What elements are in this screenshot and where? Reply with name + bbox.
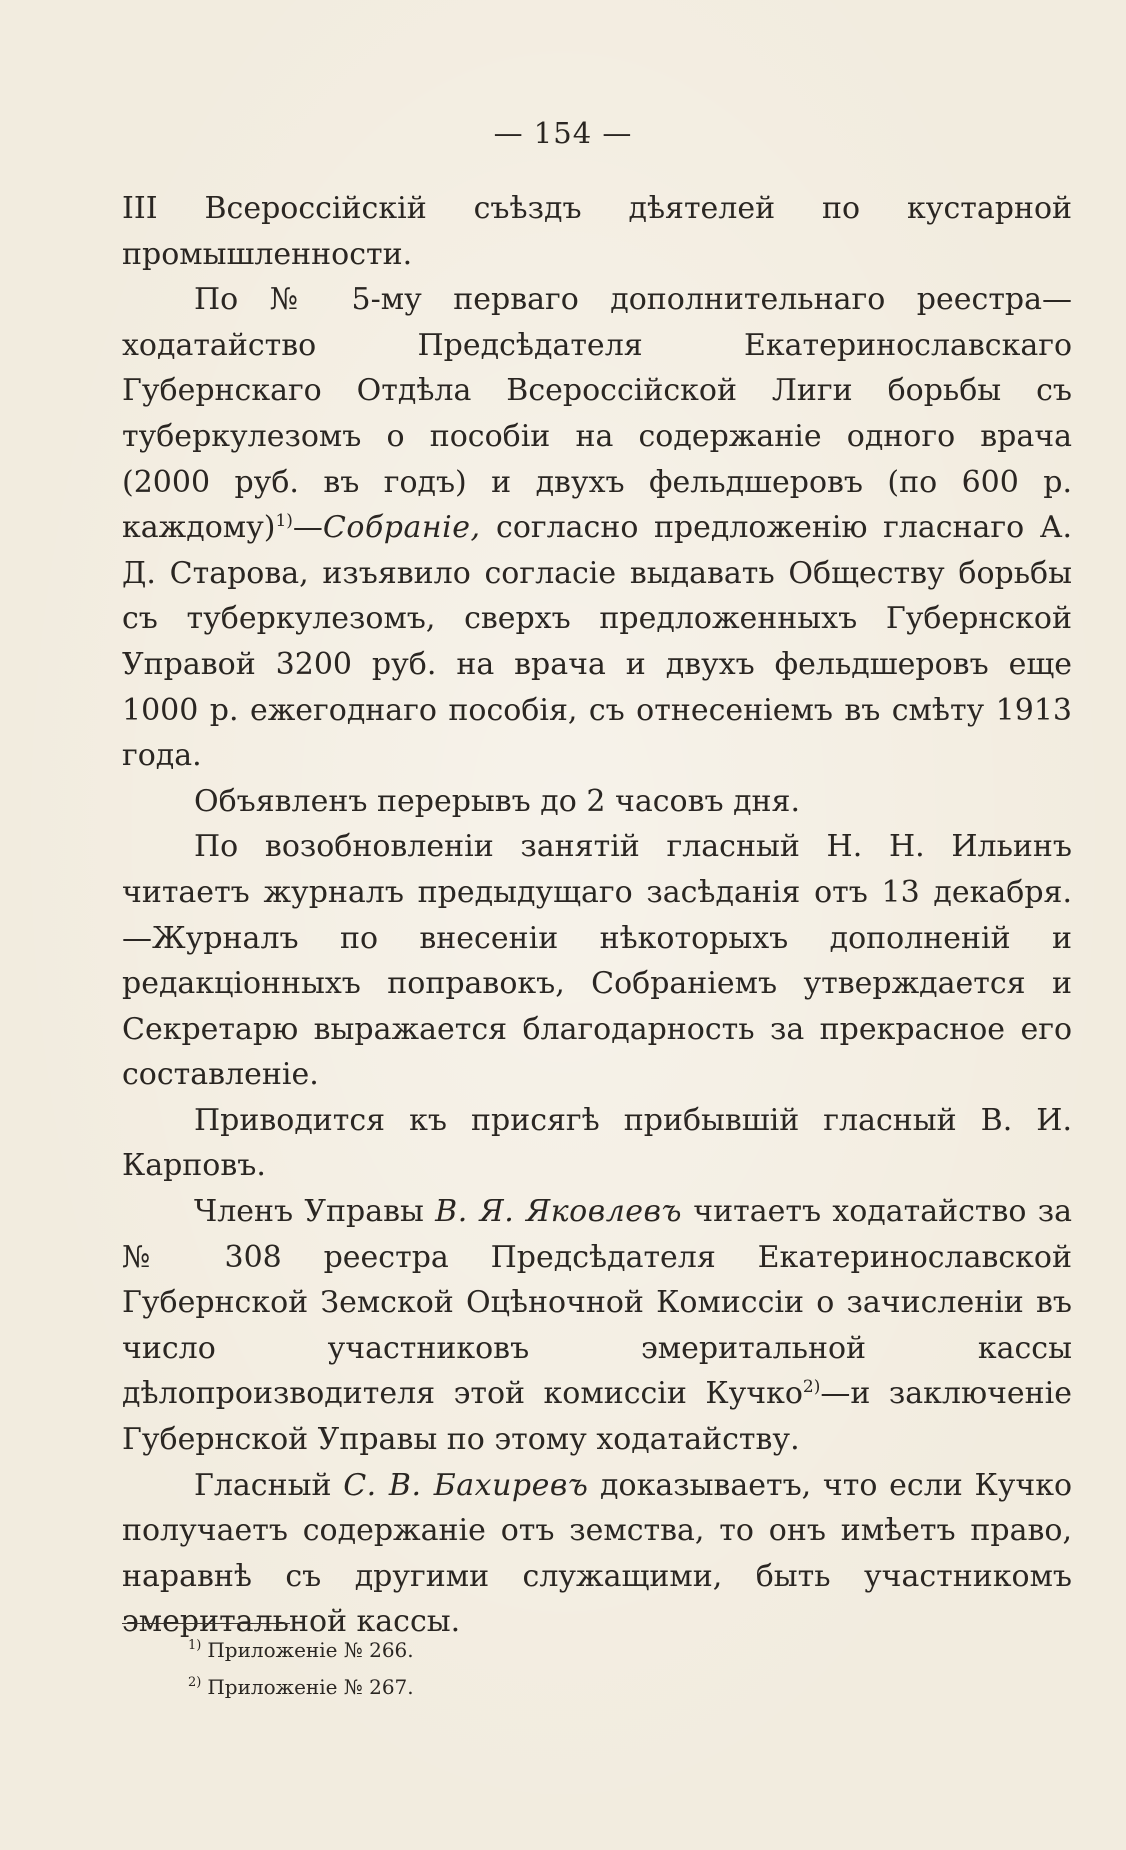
- paragraph-oath: Приводится къ присягѣ прибывшій гласный В. И. Карповъ.: [122, 1102, 1072, 1184]
- footnotes: [188, 1632, 414, 1706]
- paragraph-bakhirev: [122, 1463, 1072, 1645]
- footnote-ref: 1): [275, 511, 293, 532]
- paragraph-text: —и заключеніе Губернской Управы по этому ходатайству.: [122, 1376, 1072, 1458]
- paragraph-congress: III Всероссійскій съѣздъ дѣятелей по кустарной промышленности.: [122, 191, 1072, 272]
- paragraph-text: согласно предложенію гласнаго А. Д. Старова, изъявило согласіе выдавать Обществу борьбы съ туберкулезомъ, сверхъ предложенныхъ Губернской Управой 3200 руб. на врача и двухъ фельдшеровъ еще 1000 р. ежегоднаго пособія, съ отнесеніемъ въ смѣту 1913 года.: [122, 510, 1072, 774]
- footnote-mark: 2): [188, 1675, 202, 1691]
- paragraph-minutes: По возобновленіи занятій гласный Н. Н. Ильинъ читаетъ журналъ предыдущаго засѣданія отъ 13 декабря.—Журналъ по внесеніи нѣкоторыхъ дополненій и редакціонныхъ поправокъ, Собраніемъ утверждается и Секретарю выражается благодарность за прекрасное его составленіе.: [122, 829, 1072, 1093]
- paragraph-text: Гласный: [194, 1467, 344, 1503]
- italic-name-yakovlev: В. Я. Яковлевъ: [435, 1194, 683, 1230]
- body-text: [122, 186, 1072, 1645]
- footnote-mark: 1): [188, 1638, 202, 1654]
- paragraph-petition: [122, 1189, 1072, 1463]
- paragraph-text: доказываетъ, что если Кучко получаетъ содержаніе отъ земства, то онъ имѣетъ право, наравнѣ съ другими служащими, быть участникомъ эмеритальной кассы.: [122, 1467, 1073, 1640]
- dash: —: [292, 510, 323, 546]
- footnote-divider: [122, 1623, 290, 1624]
- footnote-ref: 2): [802, 1377, 821, 1398]
- paragraph-text: Членъ Управы: [194, 1194, 436, 1230]
- paragraph-tuberculosis-league: [122, 277, 1072, 779]
- footnote-1: [188, 1632, 414, 1669]
- page-number: — 154 —: [493, 116, 633, 150]
- footnote-2: [188, 1669, 414, 1706]
- paragraph-text: читаетъ ходатайство за № 308 реестра Предсѣдателя Екатеринославской Губернской Земской Оцѣночной Комиссіи о зачисленіи въ число участниковъ эмеритальной кассы дѣлопроизводителя этой комиссіи Кучко: [122, 1194, 1072, 1412]
- paragraph-text: По № 5-му перваго дополнительнаго реестра—ходатайство Предсѣдателя Екатеринославскаго Губернскаго Отдѣла Всероссійской Лиги борьбы съ туберкулезомъ о пособіи на содержаніе одного врача (2000 руб. въ годъ) и двухъ фельдшеровъ (по 600 р. каждому): [122, 282, 1072, 546]
- italic-name-bakhirev: С. В. Бахиревъ: [343, 1467, 589, 1503]
- footnote-text: Приложеніе № 266.: [207, 1638, 414, 1662]
- footnote-text: Приложеніе № 267.: [207, 1675, 414, 1699]
- paragraph-recess: Объявленъ перерывъ до 2 часовъ дня.: [194, 783, 801, 819]
- italic-assembly: Собраніе,: [322, 510, 481, 546]
